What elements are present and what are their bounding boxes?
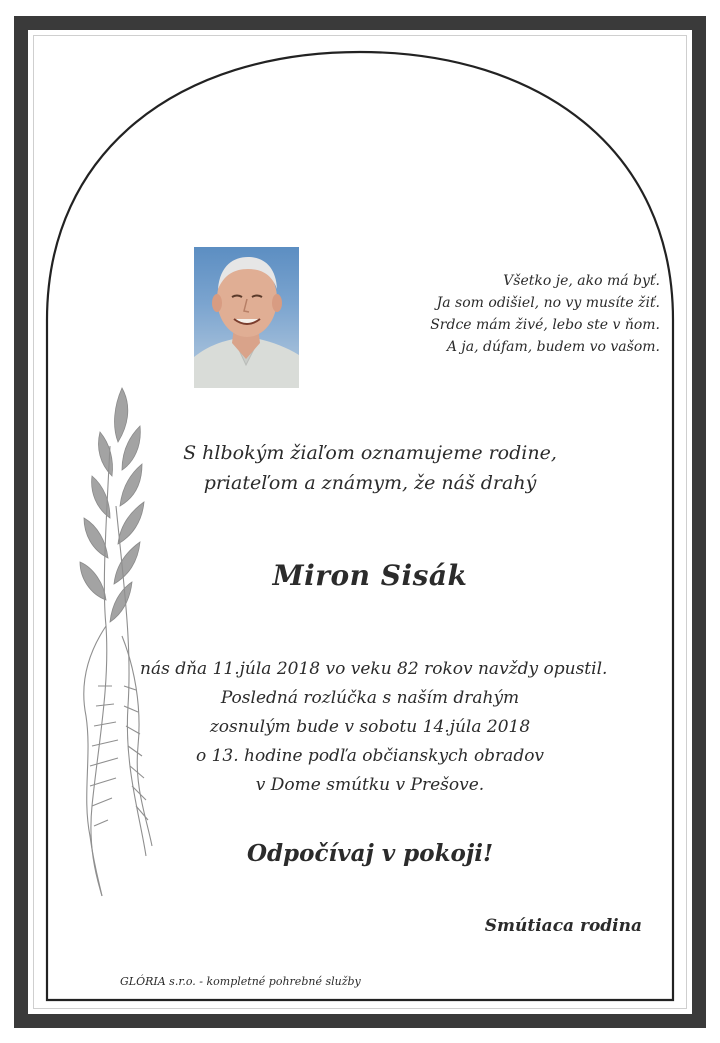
footer-text: GLÓRIA s.r.o. - kompletné pohrebné služby [120, 975, 361, 988]
signature: Smútiaca rodina [484, 916, 642, 936]
details-line: v Dome smútku v Prešove. [255, 775, 485, 795]
details-line: Posledná rozlúčka s naším drahým [220, 688, 520, 708]
poem-line: A ja, dúfam, budem vo vašom. [446, 339, 660, 355]
intro-line: S hlbokým žiaľom oznamujeme rodine, [183, 442, 557, 464]
portrait-photo [194, 247, 299, 388]
poem-line: Ja som odišiel, no vy musíte žiť. [436, 295, 660, 311]
intro-line: priateľom a známym, že náš drahý [203, 472, 537, 494]
deceased-name: Miron Sisák [272, 559, 468, 592]
details-text [140, 655, 608, 800]
intro-text [160, 438, 580, 498]
details-line: zosnulým bude v sobotu 14.júla 2018 [209, 717, 531, 737]
poem-line: Srdce mám živé, lebo ste v ňom. [430, 317, 660, 333]
poem-line: Všetko je, ako má byť. [503, 273, 660, 289]
details-line: o 13. hodine podľa občianskych obradov [195, 746, 545, 766]
rest-in-peace-text: Odpočívaj v pokoji! [246, 840, 494, 867]
details-line: nás dňa 11.júla 2018 vo veku 82 rokov navždy opustil. [140, 659, 608, 679]
wheat-ornament-icon [62, 386, 162, 906]
poem-block [390, 270, 660, 358]
